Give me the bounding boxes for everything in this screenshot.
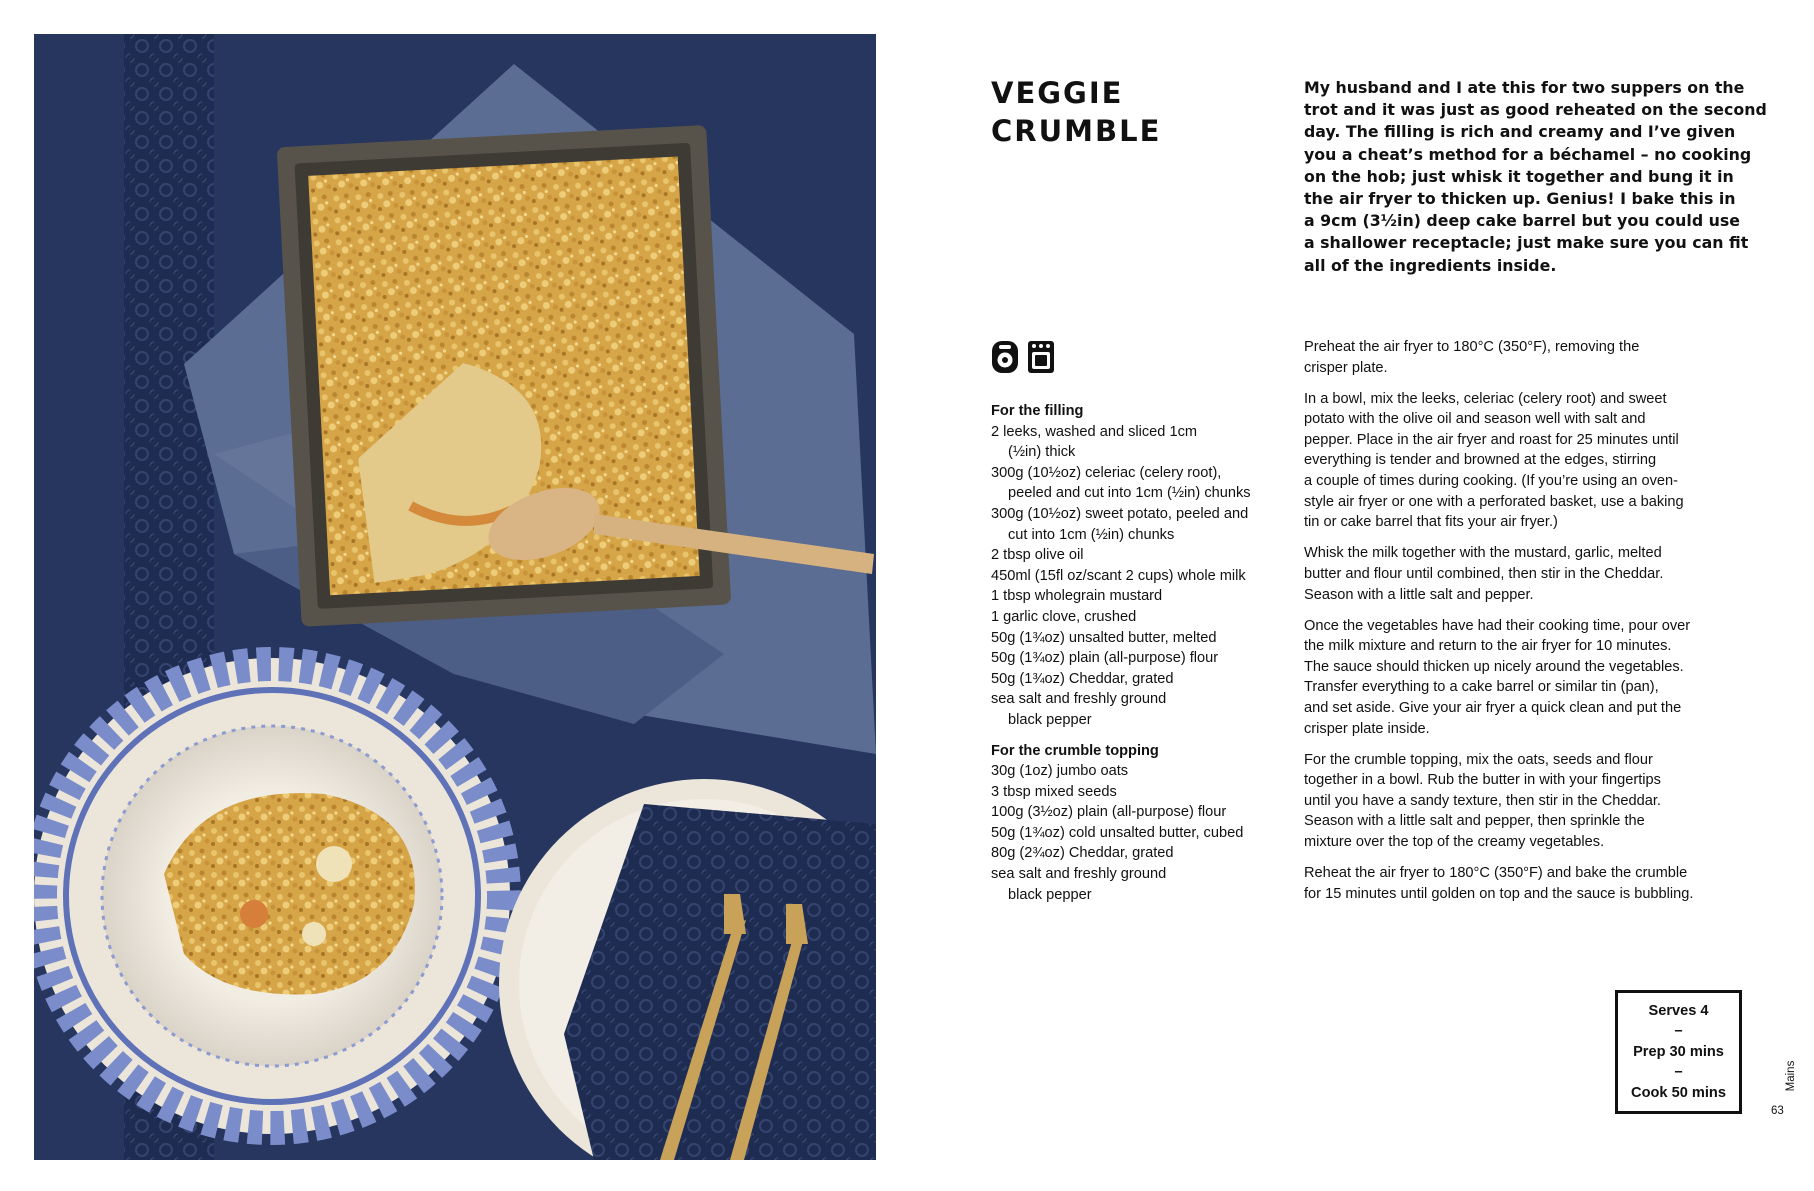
ingredient-item: sea salt and freshly ground — [991, 691, 1167, 708]
cook-time: Cook 50 mins — [1631, 1084, 1726, 1101]
method-line: Reheat the air fryer to 180°C (350°F) and bake the crumble — [1304, 865, 1688, 882]
ingredient-item: 1 garlic clove, crushed — [991, 608, 1137, 625]
title-line: VEGGIE — [991, 76, 1124, 110]
intro-line: all of the ingredients inside. — [1304, 255, 1557, 275]
page-number: 63 — [1771, 1105, 1784, 1117]
title-line: CRUMBLE — [991, 114, 1162, 148]
ingredient-item: 2 tbsp olive oil — [991, 547, 1084, 564]
intro-line: you a cheat’s method for a béchamel – no cooking — [1304, 144, 1752, 164]
ingredient-item: 50g (1¾oz) unsalted butter, melted — [991, 629, 1217, 646]
ingredient-item: 100g (3½oz) plain (all-purpose) flour — [991, 804, 1227, 821]
ingredient-item: 300g (10½oz) sweet potato, peeled and — [991, 505, 1249, 522]
method-line: for 15 minutes until golden on top and the sauce is bubbling. — [1304, 885, 1694, 902]
method-step — [1304, 750, 1749, 853]
method-step — [1304, 337, 1749, 378]
method-line: Whisk the milk together with the mustard, garlic, melted — [1304, 545, 1662, 562]
intro-line: trot and it was just as good reheated on the second — [1304, 100, 1767, 120]
section-label: Mains — [1785, 1060, 1797, 1092]
prep-time: Prep 30 mins — [1633, 1043, 1724, 1060]
ingredient-item: 30g (1oz) jumbo oats — [991, 763, 1129, 780]
method-line: Once the vegetables have had their cooking time, pour over — [1304, 617, 1691, 634]
ingredient-item: peeled and cut into 1cm (½in) chunks — [1008, 485, 1251, 502]
intro-line: a 9cm (3½in) deep cake barrel but you could use — [1304, 211, 1741, 231]
method-line: butter and flour until combined, then stir in the Cheddar. — [1304, 565, 1664, 582]
intro-line: a shallower receptacle; just make sure you can fit — [1304, 233, 1749, 253]
ingredient-item: 450ml (15fl oz/scant 2 cups) whole milk — [991, 567, 1246, 584]
method-line: together in a bowl. Rub the butter in with your fingertips — [1304, 772, 1661, 789]
method-line: mixture over the top of the creamy vegetables. — [1304, 834, 1605, 851]
ingredient-item: 80g (2¾oz) Cheddar, grated — [991, 845, 1174, 862]
method-line: a couple of times during cooking. (If you’re using an oven- — [1304, 473, 1678, 490]
method-line: style air fryer or one with a perforated basket, use a baking — [1304, 493, 1684, 510]
method-line: In a bowl, mix the leeks, celeriac (celery root) and sweet — [1304, 390, 1667, 407]
method-line: and set aside. Give your air fryer a quick clean and put the — [1304, 700, 1682, 716]
method-line: pepper. Place in the air fryer and roast for 25 minutes until — [1304, 431, 1679, 448]
intro-line: My husband and I ate this for two suppers on the — [1304, 78, 1745, 97]
method-step — [1304, 543, 1749, 605]
method-line: Preheat the air fryer to 180°C (350°F), removing the — [1304, 339, 1640, 355]
method-steps — [1304, 337, 1749, 915]
recipe-photo — [34, 34, 876, 1160]
ingredients-list — [991, 401, 1291, 915]
method-line: until you have a sandy texture, then stir in the Cheddar. — [1304, 792, 1661, 809]
ingredient-item: sea salt and freshly ground — [991, 866, 1167, 883]
ingredient-item: 2 leeks, washed and sliced 1cm — [991, 423, 1198, 440]
method-line: crisper plate inside. — [1304, 720, 1430, 737]
intro-line: the air fryer to thicken up. Genius! I bake this in — [1304, 189, 1736, 209]
ingredient-group-heading: For the filling — [991, 403, 1084, 419]
ingredient-item: 300g (10½oz) celeriac (celery root), — [991, 464, 1222, 481]
intro-line: day. The filling is rich and creamy and I’ve given — [1304, 122, 1736, 142]
ingredient-item: black pepper — [1008, 886, 1092, 903]
method-line: everything is tender and browned at the edges, stirring — [1304, 452, 1657, 469]
method-line: tin or cake barrel that fits your air fryer.) — [1304, 514, 1558, 531]
intro-line: on the hob; just whisk it together and bung it in — [1304, 166, 1734, 186]
method-line: the milk mixture and return to the air fryer for 10 minutes. — [1304, 638, 1672, 655]
air-fryer-icon — [991, 340, 1019, 379]
ingredient-group — [991, 401, 1291, 731]
recipe-info-box — [1615, 990, 1742, 1114]
ingredient-group — [991, 741, 1291, 906]
method-line: For the crumble topping, mix the oats, seeds and flour — [1304, 751, 1653, 768]
method-line: Season with a little salt and pepper, then sprinkle the — [1304, 813, 1645, 830]
method-line: Season with a little salt and pepper. — [1304, 586, 1534, 603]
appliance-icons — [991, 340, 1055, 379]
method-line: The sauce should thicken up nicely around the vegetables. — [1304, 658, 1684, 675]
serves-text: Serves 4 — [1648, 1002, 1709, 1019]
ingredient-item: cut into 1cm (½in) chunks — [1008, 526, 1175, 543]
ingredient-item: 50g (1¾oz) Cheddar, grated — [991, 670, 1174, 687]
ingredient-item: 1 tbsp wholegrain mustard — [991, 588, 1163, 605]
ingredient-group-heading: For the crumble topping — [991, 742, 1159, 759]
method-line: Transfer everything to a cake barrel or similar tin (pan), — [1304, 679, 1659, 696]
ingredient-item: 3 tbsp mixed seeds — [991, 783, 1117, 800]
ingredient-item: 50g (1¾oz) cold unsalted butter, cubed — [991, 824, 1244, 841]
method-line: potato with the olive oil and season well with salt and — [1304, 411, 1646, 428]
method-line: crisper plate. — [1304, 359, 1388, 376]
recipe-intro — [1304, 77, 1767, 277]
info-separator: – — [1674, 1023, 1683, 1040]
method-step — [1304, 616, 1749, 740]
oven-icon — [1027, 340, 1055, 379]
method-step — [1304, 389, 1749, 533]
method-step — [1304, 863, 1749, 904]
ingredient-item: 50g (1¾oz) plain (all-purpose) flour — [991, 650, 1219, 667]
ingredient-item: (½in) thick — [1008, 444, 1076, 461]
info-separator: – — [1674, 1064, 1683, 1081]
recipe-title — [991, 74, 1161, 150]
ingredient-item: black pepper — [1008, 711, 1092, 728]
